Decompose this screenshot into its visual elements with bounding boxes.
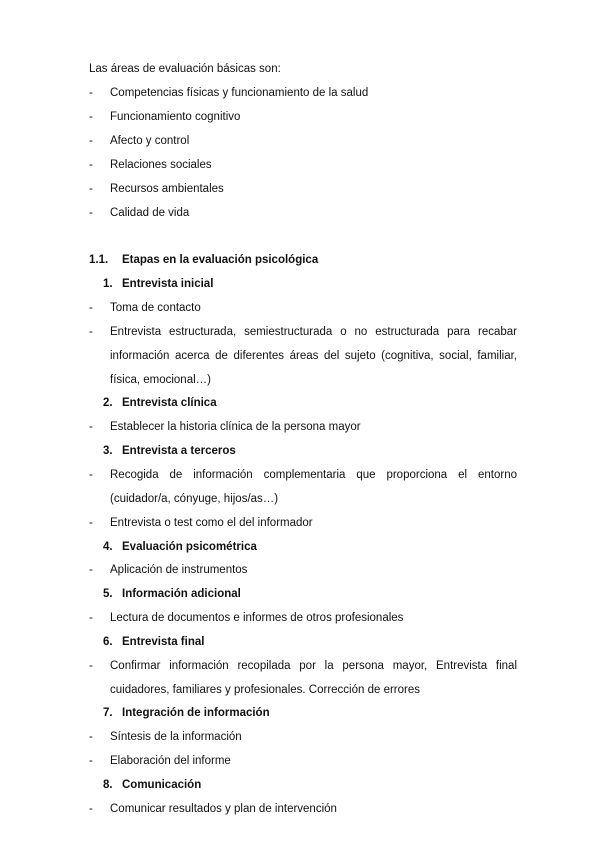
step-number: 7. (103, 707, 113, 719)
step-title: Evaluación psicométrica (122, 541, 257, 553)
step-title: Entrevista final (122, 636, 205, 648)
bullet-dash: - (89, 517, 93, 529)
step-title: Comunicación (122, 779, 202, 791)
step-item: Toma de contacto (110, 302, 201, 314)
area-item: Afecto y control (110, 135, 190, 147)
bullet-dash: - (89, 564, 93, 576)
section-number: 1.1. (89, 254, 109, 266)
step-number: 4. (103, 541, 113, 553)
step-number: 3. (103, 445, 113, 457)
step-item-continuation: (cuidador/a, cónyuge, hijos/as…) (110, 493, 279, 505)
step-item-continuation: información acerca de diferentes áreas del sujeto (cognitiva, social, familiar, (110, 350, 517, 362)
bullet-dash: - (89, 326, 93, 338)
bullet-dash: - (89, 803, 93, 815)
bullet-dash: - (89, 660, 93, 672)
bullet-dash: - (89, 731, 93, 743)
step-item: Elaboración del informe (110, 755, 231, 767)
step-number: 6. (103, 636, 113, 648)
step-item: Confirmar información recopilada por la persona mayor, Entrevista final (110, 660, 517, 672)
bullet-dash: - (89, 135, 93, 147)
bullet-dash: - (89, 207, 93, 219)
bullet-dash: - (89, 421, 93, 433)
bullet-dash: - (89, 612, 93, 624)
step-number: 1. (103, 278, 113, 290)
step-title: Información adicional (122, 588, 241, 600)
bullet-dash: - (89, 755, 93, 767)
step-item-continuation: física, emocional…) (110, 374, 211, 386)
step-title: Entrevista clínica (122, 397, 217, 409)
bullet-dash: - (89, 87, 93, 99)
bullet-dash: - (89, 469, 93, 481)
bullet-dash: - (89, 111, 93, 123)
step-item: Aplicación de instrumentos (110, 564, 248, 576)
step-item: Establecer la historia clínica de la persona mayor (110, 421, 361, 433)
intro-text: Las áreas de evaluación básicas son: (89, 63, 281, 75)
bullet-dash: - (89, 302, 93, 314)
step-item: Recogida de información complementaria que proporciona el entorno (110, 469, 517, 481)
area-item: Relaciones sociales (110, 159, 212, 171)
step-number: 5. (103, 588, 113, 600)
area-item: Recursos ambientales (110, 183, 224, 195)
step-item: Entrevista o test como el del informador (110, 517, 313, 529)
bullet-dash: - (89, 183, 93, 195)
step-number: 2. (103, 397, 113, 409)
step-number: 8. (103, 779, 113, 791)
section-title: Etapas en la evaluación psicológica (122, 254, 319, 266)
step-title: Entrevista a terceros (122, 445, 236, 457)
area-item: Funcionamiento cognitivo (110, 111, 241, 123)
step-item-continuation: cuidadores, familiares y profesionales. Corrección de errores (110, 684, 421, 696)
area-item: Competencias físicas y funcionamiento de la salud (110, 87, 369, 99)
step-item: Síntesis de la información (110, 731, 242, 743)
step-item: Entrevista estructurada, semiestructurada o no estructurada para recabar (110, 326, 517, 338)
area-item: Calidad de vida (110, 207, 190, 219)
bullet-dash: - (89, 159, 93, 171)
step-item: Lectura de documentos e informes de otros profesionales (110, 612, 404, 624)
step-title: Integración de información (122, 707, 270, 719)
step-item: Comunicar resultados y plan de intervención (110, 803, 337, 815)
step-title: Entrevista inicial (122, 278, 214, 290)
